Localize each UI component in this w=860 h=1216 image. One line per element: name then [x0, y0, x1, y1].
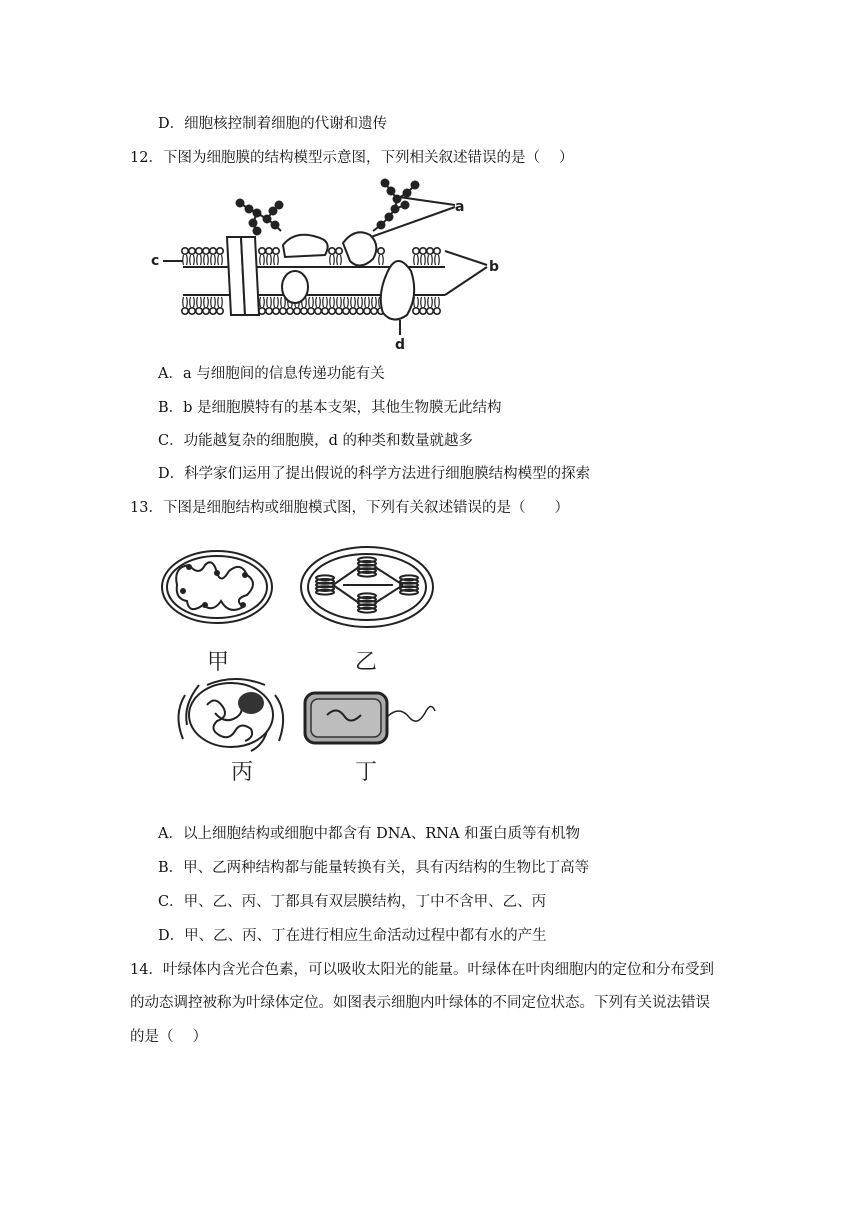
phospholipid-tail: [197, 255, 202, 265]
phospholipid-head: [266, 248, 272, 254]
phospholipid-tail: [190, 297, 195, 307]
label-yi: 乙: [355, 650, 378, 675]
phospholipid-head: [294, 308, 300, 314]
phospholipid-tail: [183, 297, 188, 307]
phospholipid-head: [357, 308, 363, 314]
phospholipid-head: [203, 248, 209, 254]
phospholipid-tail: [197, 297, 202, 307]
phospholipid-tail: [344, 297, 349, 307]
phospholipid-head: [266, 308, 272, 314]
label-d: d: [395, 337, 406, 350]
phospholipid-tail: [260, 255, 265, 265]
label-a: a: [455, 199, 465, 215]
thylakoid: [358, 608, 376, 613]
phospholipid-head: [280, 308, 286, 314]
q14-stem-line3: 的是（ ）: [130, 1029, 208, 1045]
phospholipid-tail: [379, 255, 384, 265]
q13-option-b: B．甲、乙两种结构都与能量转换有关，具有丙结构的生物比丁高等: [158, 860, 590, 876]
phospholipid-head: [308, 308, 314, 314]
phospholipid-head: [413, 248, 419, 254]
q14-stem-line1: 14．叶绿体内含光合色素，可以吸收太阳光的能量。叶绿体在叶肉细胞内的定位和分布受到: [130, 962, 714, 978]
phospholipid-head: [343, 308, 349, 314]
phospholipid-head: [217, 248, 223, 254]
q13-stem: 13．下图是细胞结构或细胞模式图，下列有关叙述错误的是（ ）: [130, 500, 569, 516]
phospholipid-head: [413, 308, 419, 314]
phospholipid-tail: [274, 255, 279, 265]
label-b: b: [489, 259, 500, 275]
thylakoid: [316, 590, 334, 595]
phospholipid-head: [336, 308, 342, 314]
mitochondrion-jia: [162, 551, 272, 623]
q12-option-c: C．功能越复杂的细胞膜，d 的种类和数量就越多: [158, 433, 473, 449]
phospholipid-tail: [365, 297, 370, 307]
phospholipid-head: [182, 308, 188, 314]
phospholipid-head: [182, 248, 188, 254]
phospholipid-tail: [372, 297, 377, 307]
phospholipid-head: [434, 248, 440, 254]
phospholipid-tail: [330, 255, 335, 265]
phospholipid-head: [322, 308, 328, 314]
label-ding: 丁: [355, 760, 378, 785]
phospholipid-tail: [351, 297, 356, 307]
chloroplast-yi: [301, 547, 433, 627]
phospholipid-tail: [428, 297, 433, 307]
phospholipid-tail: [267, 297, 272, 307]
phospholipid-head: [434, 308, 440, 314]
phospholipid-tail: [421, 255, 426, 265]
phospholipid-head: [315, 308, 321, 314]
phospholipid-head: [273, 308, 279, 314]
phospholipid-tail: [435, 297, 440, 307]
phospholipid-tail: [204, 255, 209, 265]
phospholipid-head: [371, 308, 377, 314]
cell-structures-figure: [155, 545, 445, 790]
phospholipid-tail: [211, 255, 216, 265]
phospholipid-tail: [183, 255, 188, 265]
phospholipid-head: [196, 248, 202, 254]
phospholipid-tail: [435, 255, 440, 265]
phospholipid-head: [364, 308, 370, 314]
phospholipid-tail: [337, 255, 342, 265]
thylakoid: [358, 572, 376, 577]
phospholipid-tail: [309, 297, 314, 307]
phospholipid-tail: [330, 297, 335, 307]
phospholipid-tail: [337, 297, 342, 307]
phospholipid-tail: [428, 255, 433, 265]
phospholipid-tail: [218, 255, 223, 265]
phospholipid-head: [329, 248, 335, 254]
phospholipid-head: [273, 248, 279, 254]
phospholipid-tail: [204, 297, 209, 307]
phospholipid-tail: [323, 297, 328, 307]
phospholipid-head: [420, 248, 426, 254]
phospholipid-tail: [414, 297, 419, 307]
phospholipid-tail: [218, 297, 223, 307]
phospholipid-head: [329, 308, 335, 314]
phospholipid-head: [259, 248, 265, 254]
phospholipid-tail: [260, 297, 265, 307]
phospholipid-head: [210, 308, 216, 314]
q14-stem-line2: 的动态调控被称为叶绿体定位。如图表示细胞内叶绿体的不同定位状态。下列有关说法错误: [130, 995, 710, 1011]
label-bing: 丙: [231, 760, 254, 785]
phospholipid-tail: [358, 297, 363, 307]
phospholipid-head: [217, 308, 223, 314]
phospholipid-head: [210, 248, 216, 254]
phospholipid-tail: [281, 297, 286, 307]
q13-option-d: D．甲、乙、丙、丁在进行相应生命活动过程中都有水的产生: [158, 928, 547, 944]
phospholipid-tail: [274, 297, 279, 307]
q13-option-c: C．甲、乙、丙、丁都具有双层膜结构，丁中不含甲、乙、丙: [158, 894, 547, 910]
phospholipid-head: [427, 308, 433, 314]
q12-option-b: B．b 是细胞膜特有的基本支架，其他生物膜无此结构: [158, 400, 502, 416]
phospholipid-head: [189, 248, 195, 254]
q11-option-d: D．细胞核控制着细胞的代谢和遗传: [158, 116, 388, 132]
q12-option-d: D．科学家们运用了提出假说的科学方法进行细胞膜结构模型的探索: [158, 466, 591, 482]
phospholipid-head: [301, 308, 307, 314]
phospholipid-tail: [267, 255, 272, 265]
phospholipid-tail: [211, 297, 216, 307]
q12-option-a: A．a 与细胞间的信息传递功能有关: [158, 366, 385, 382]
phospholipid-head: [378, 248, 384, 254]
phospholipid-tail: [316, 297, 321, 307]
phospholipid-tail: [421, 297, 426, 307]
phospholipid-head: [336, 248, 342, 254]
q13-option-a: A．以上细胞结构或细胞中都含有 DNA、RNA 和蛋白质等有机物: [158, 826, 581, 842]
nucleus-bing: [178, 679, 283, 751]
bacterium-ding: [305, 693, 435, 743]
phospholipid-head: [189, 308, 195, 314]
phospholipid-tail: [190, 255, 195, 265]
cell-membrane-diagram: [145, 175, 515, 350]
phospholipid-head: [420, 308, 426, 314]
label-c: c: [151, 253, 160, 269]
q12-stem: 12．下图为细胞膜的结构模型示意图，下列相关叙述错误的是（ ）: [130, 150, 574, 166]
phospholipid-tail: [414, 255, 419, 265]
phospholipid-head: [287, 308, 293, 314]
label-jia: 甲: [207, 650, 230, 675]
phospholipid-head: [427, 248, 433, 254]
phospholipid-head: [196, 308, 202, 314]
thylakoid: [400, 590, 418, 595]
phospholipid-head: [203, 308, 209, 314]
phospholipid-head: [350, 308, 356, 314]
